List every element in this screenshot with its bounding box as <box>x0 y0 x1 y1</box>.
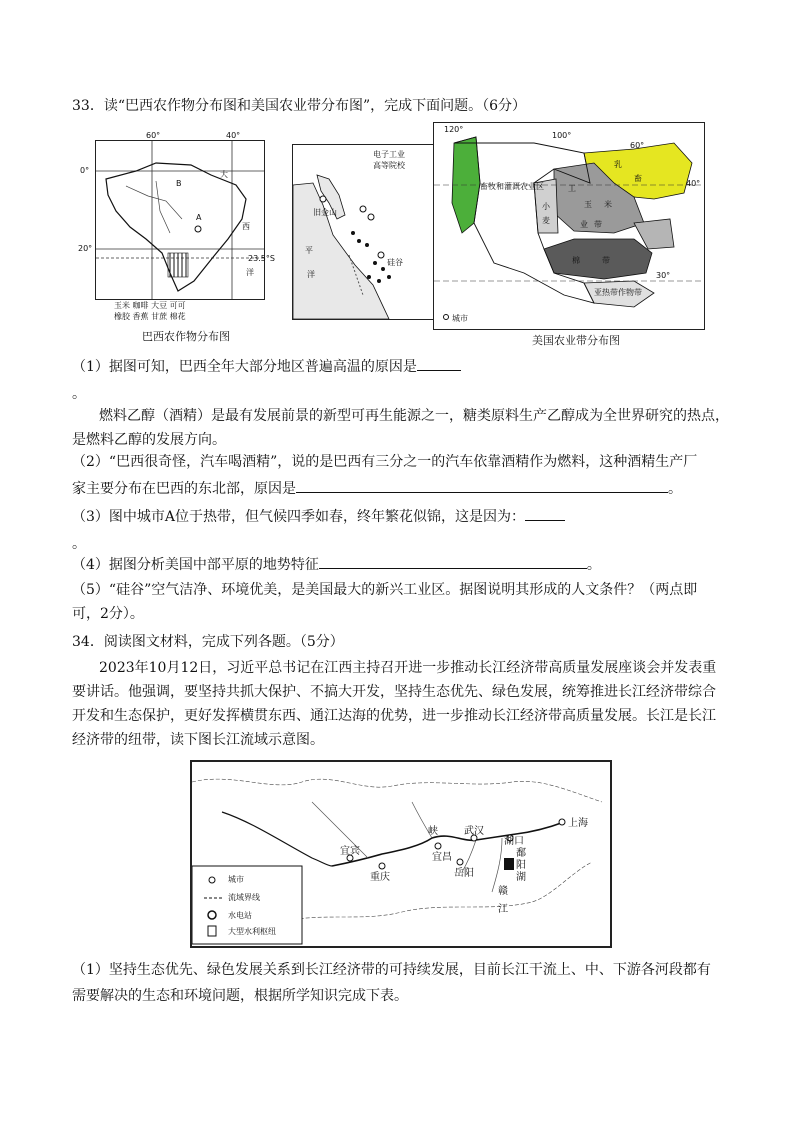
city-chongqing: 重庆 <box>370 872 390 883</box>
city-hukou: 湖口 <box>504 836 524 847</box>
brazil-crop-map <box>95 140 265 300</box>
yangtze-basin-map <box>190 760 612 948</box>
legend-electronics: 电子工业 <box>373 150 405 159</box>
silicon-valley-map <box>292 144 434 320</box>
san-francisco-label: 旧金山 <box>313 208 337 217</box>
q33-p2b <box>72 478 682 499</box>
label-jiang: 江 <box>498 904 508 915</box>
legend-cocoa: 可可 <box>169 301 186 310</box>
city-shanghai: 上海 <box>568 818 588 829</box>
q34-stem: 34．阅读图文材料，完成下列各题。（5分） <box>72 634 344 650</box>
us-lon-60: 60° <box>630 141 645 150</box>
us-zone-4: 带 <box>602 256 610 265</box>
lon-40-label: 40° <box>226 131 241 140</box>
q33-p4-text: （4）据图分析美国中部平原的地势特征 <box>72 557 319 573</box>
legend-basin-boundary: 流域界线 <box>228 893 260 902</box>
us-map-graphic <box>434 123 704 329</box>
legend-sugarcane: 甘蔗 <box>151 312 168 321</box>
city-wuhan: 武汉 <box>464 826 484 837</box>
q33-p5: （5）“硅谷”空气洁净、环境优美，是美国最大的新兴工业区。据图说明其形成的人文条件？（两点即 <box>72 582 698 598</box>
yangtze-map-graphic <box>192 762 610 946</box>
us-label-ranching: 畜牧和灌溉农业区 <box>480 182 544 191</box>
us-zone-9: 工 <box>568 184 576 193</box>
us-zone-1: 玉 <box>584 200 592 209</box>
legend-rubber: 橡胶 <box>114 312 130 321</box>
legend-city: 城市 <box>228 875 244 884</box>
silicon-legend <box>373 149 405 171</box>
q33-p1-end: 。 <box>72 386 86 402</box>
legend-coffee: 咖啡 <box>132 301 149 310</box>
ocean-label-2: 西 <box>242 222 250 231</box>
us-lat-40: 40° <box>686 179 701 188</box>
us-lon-120: 120° <box>444 125 464 134</box>
q33-p3 <box>72 506 565 527</box>
q34-q1-line1: （1）坚持生态优先、绿色发展关系到长江经济带的可持续发展，目前长江干流上、中、下游各河段都有 <box>72 962 711 978</box>
label-xia: 峡 <box>428 826 438 837</box>
us-legend-city: 城市 <box>452 314 468 323</box>
label-po: 鄱 <box>516 848 526 859</box>
label-gan: 赣 <box>498 886 508 897</box>
us-zone-2: 米 <box>604 200 612 209</box>
q34-para-line2: 要讲话。他强调，要坚持共抓大保护、不搞大开发，坚持生态优先、绿色发展，统筹推进长江经济带综合 <box>72 684 716 700</box>
label-hu: 湖 <box>516 872 526 883</box>
city-a-label: A <box>196 213 202 222</box>
lat-0-label: 0° <box>80 166 90 175</box>
lat-23-label: 23.5°S <box>248 254 275 263</box>
silicon-valley-label: 硅谷 <box>387 258 403 267</box>
lon-60-label: 60° <box>146 131 161 140</box>
ocean-label-3: 洋 <box>246 268 254 277</box>
q33-p3-end: 。 <box>72 536 86 552</box>
pacific-label-1: 平 <box>305 246 313 255</box>
city-yichang: 宜昌 <box>432 852 452 863</box>
q33-para-line1: 燃料乙醇（酒精）是最有发展前景的新型可再生能源之一，糖类原料生产乙醇成为全世界研究的热点， <box>99 408 729 424</box>
ocean-label-1: 大 <box>220 170 228 179</box>
label-yang: 阳 <box>516 860 526 871</box>
city-yibin: 宜宾 <box>340 846 360 857</box>
q33-p4-answer-blank[interactable] <box>319 554 587 569</box>
q33-p2: （2）“巴西很奇怪，汽车喝酒精”，说的是巴西有三分之一的汽车依靠酒精作为燃料，这种酒精生产厂 <box>72 454 698 470</box>
legend-corn: 玉米 <box>114 301 130 310</box>
us-zone-7: 乳 <box>614 160 622 169</box>
us-lon-100: 100° <box>552 131 572 140</box>
legend-water-project: 大型水利枢纽 <box>228 927 276 936</box>
legend-banana: 香蕉 <box>132 312 149 321</box>
q34-para-line4: 经济带的纽带，读下图长江流域示意图。 <box>72 732 324 748</box>
q33-para-line2: 是燃料乙醇的发展方向。 <box>72 432 226 448</box>
q33-p1-text: （1）据图可知，巴西全年大部分地区普遍高温的原因是 <box>72 359 417 375</box>
legend-cotton: 棉花 <box>169 312 186 321</box>
us-label-subtropical: 亚热带作物带 <box>594 288 642 297</box>
pacific-label-2: 洋 <box>307 270 315 279</box>
brazil-legend <box>114 300 274 322</box>
q34-q1-line2: 需要解决的生态和环境问题，根据所学知识完成下表。 <box>72 988 408 1004</box>
lat-20-label: 20° <box>78 244 93 253</box>
legend-hydropower: 水电站 <box>228 911 252 920</box>
us-zone-5: 小 <box>542 202 550 211</box>
us-zone-6: 麦 <box>542 216 550 225</box>
q33-p1-answer-blank[interactable] <box>417 356 461 371</box>
q33-p2b-text: 家主要分布在巴西的东北部，原因是 <box>72 481 296 497</box>
q33-p2-answer-blank[interactable] <box>296 478 668 493</box>
legend-university: 高等院校 <box>373 161 405 170</box>
q33-p2-end: 。 <box>668 481 682 497</box>
us-map-caption: 美国农业带分布图 <box>532 334 620 347</box>
q33-p5b: 可，2分）。 <box>72 606 144 622</box>
us-zone-11: 带 <box>594 220 602 229</box>
q34-para-line3: 开发和生态保护，更好发挥横贯东西、通江达海的优势，进一步推动长江经济带高质量发展。长江是长江 <box>72 708 716 724</box>
us-zone-3: 棉 <box>572 256 580 265</box>
q33-p3-answer-blank[interactable] <box>525 506 565 521</box>
q33-p4-end: 。 <box>586 557 601 573</box>
region-b-label: B <box>176 179 182 188</box>
q33-p1 <box>72 356 461 377</box>
us-zone-10: 业 <box>580 220 588 229</box>
q33-stem: 33．读“巴西农作物分布图和美国农业带分布图”，完成下面问题。（6分） <box>72 98 527 114</box>
brazil-map-caption: 巴西农作物分布图 <box>142 330 230 343</box>
q34-para-line1: 2023年10月12日，习近平总书记在江西主持召开进一步推动长江经济带高质量发展座谈会并发表重 <box>99 660 717 676</box>
us-zone-8: 畜 <box>634 174 642 183</box>
silicon-map-graphic <box>293 145 433 319</box>
brazil-map-graphic <box>96 141 264 299</box>
city-yueyang: 岳阳 <box>454 868 474 879</box>
us-lat-30: 30° <box>656 271 671 280</box>
q33-p3-text: （3）图中城市A位于热带，但气候四季如春，终年繁花似锦，这是因为： <box>72 509 526 525</box>
q33-p4 <box>72 554 601 575</box>
legend-soybean: 大豆 <box>151 301 168 310</box>
us-agriculture-map <box>433 122 705 330</box>
